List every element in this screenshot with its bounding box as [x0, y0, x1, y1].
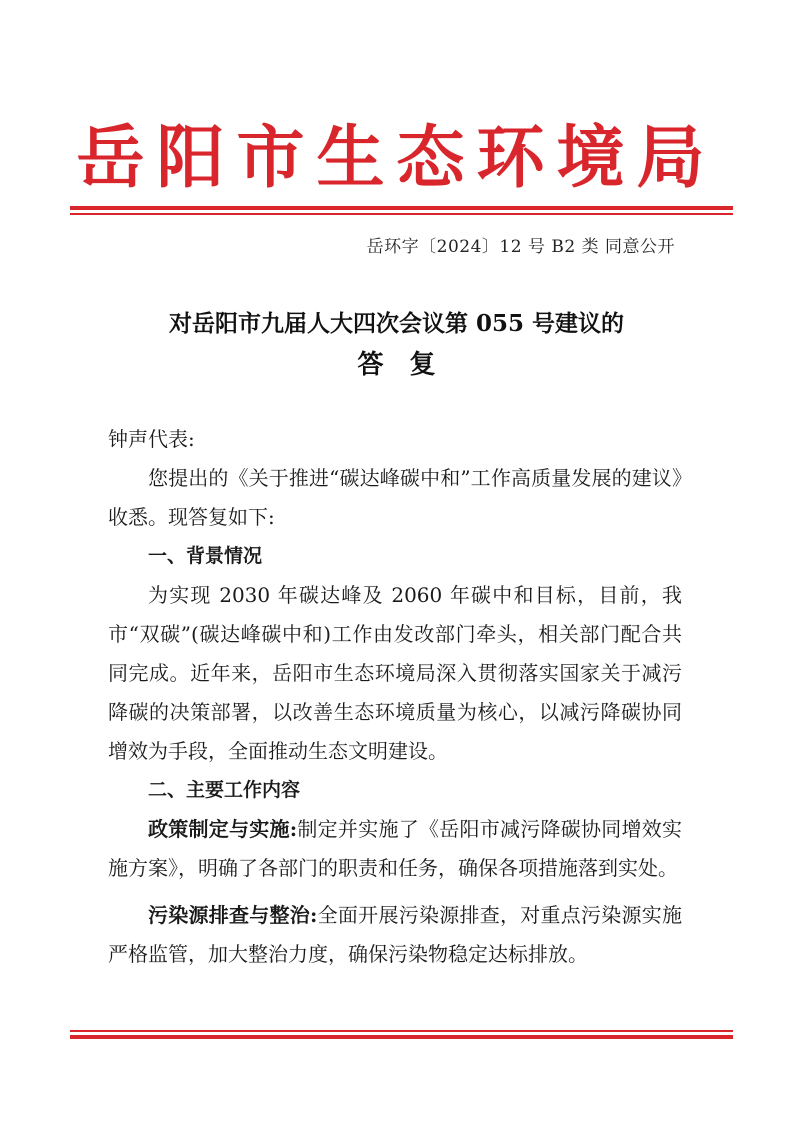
header-rule-thin [70, 213, 733, 215]
pollution-text: 全面开展污染源排查，对重点污染源实施严格监管，加大整治力度，确保污染物稳定达标排放。 [108, 903, 682, 966]
pollution-lead: 污染源排查与整治: [148, 903, 318, 927]
agency-letterhead: 岳阳市生态环境局 [76, 118, 717, 198]
footer-rule-thin [70, 1030, 733, 1032]
section-heading-main-work: 二、主要工作内容 [148, 779, 301, 801]
document-title: 对岳阳市九届人大四次会议第 055 号建议的 [168, 310, 625, 337]
salutation: 钟声代表: [108, 427, 195, 451]
policy-lead: 政策制定与实施: [148, 817, 298, 841]
pollution-paragraph [108, 896, 682, 974]
document-title-reply: 答 复 [357, 350, 436, 380]
background-paragraph: 为实现 2030 年碳达峰及 2060 年碳中和目标，目前，我市“双碳”(碳达峰碳中和)工作由发改部门牵头，相关部门配合共同完成。近年来，岳阳市生态环境局深入贯彻落实国家关于减污降碳的决策部署，以改善生态环境质量为核心，以减污降碳协同增效为手段，全面推动生态文明建设。 [108, 583, 682, 763]
policy-paragraph [108, 810, 682, 888]
intro-paragraph: 您提出的《关于推进“碳达峰碳中和”工作高质量发展的建议》收悉。现答复如下: [108, 466, 682, 529]
policy-text: 制定并实施了《岳阳市减污降碳协同增效实施方案》，明确了各部门的职责和任务，确保各项措施落到实处。 [108, 817, 683, 880]
document-number: 岳环字〔2024〕12 号 B2 类 同意公开 [366, 237, 675, 257]
header-rule-thick [70, 206, 733, 210]
document-body [108, 420, 682, 974]
section-heading-background: 一、背景情况 [148, 545, 263, 567]
footer-rule-thick [70, 1035, 733, 1039]
